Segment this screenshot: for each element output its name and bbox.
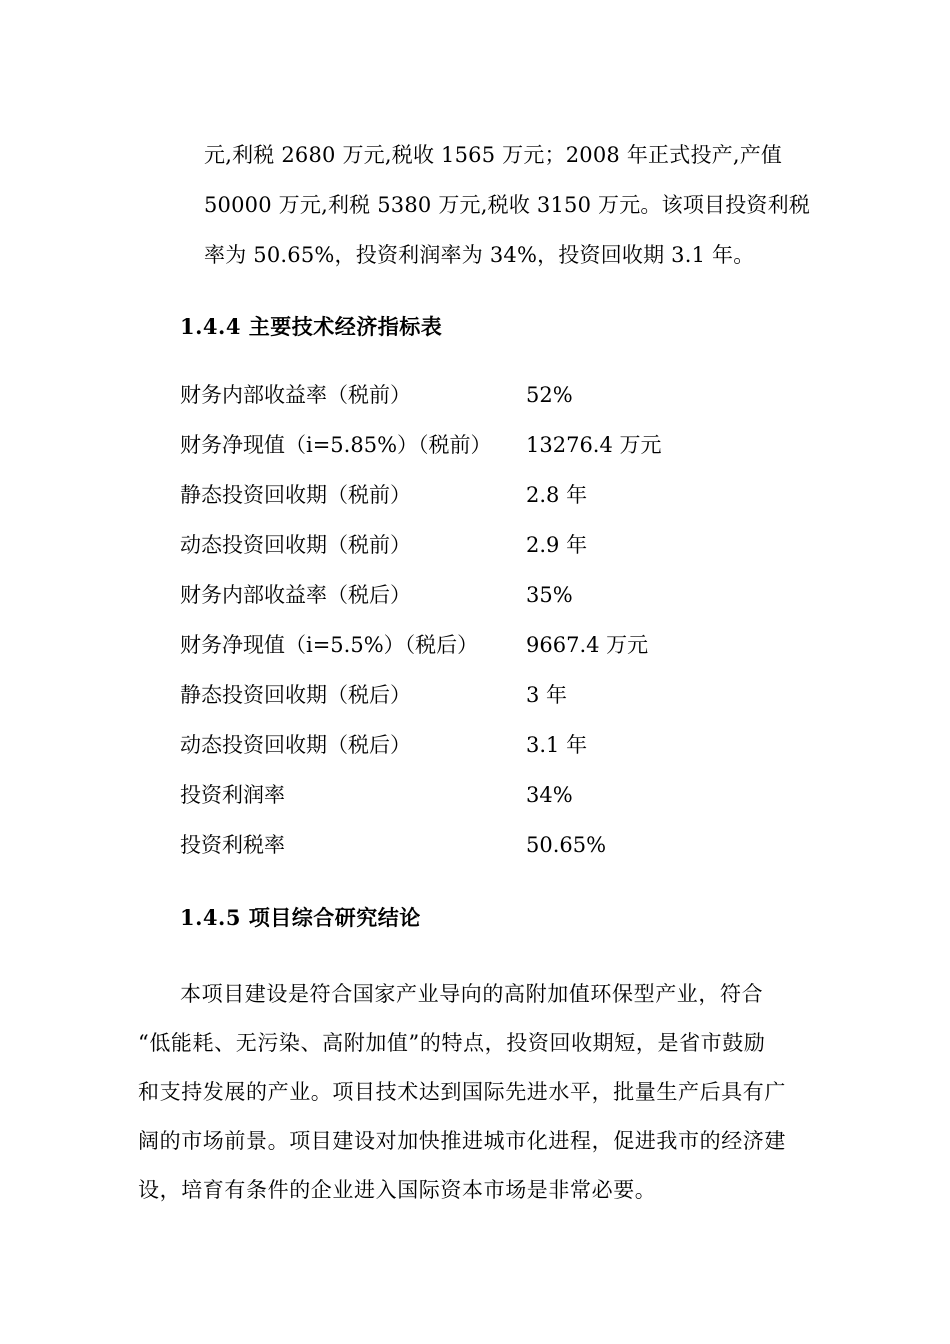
indicator-value: 3 年 [526,683,568,707]
indicator-label: 静态投资回收期（税后） [180,683,411,707]
conclusion-paragraph [138,970,818,1215]
indicator-row [180,382,840,432]
indicator-value: 52% [526,383,573,407]
conclusion-line: “低能耗、无污染、高附加值”的特点，投资回收期短，是省市鼓励 [138,1031,766,1055]
section-heading-1-4-4: 1.4.4 主要技术经济指标表 [180,314,443,339]
conclusion-line: 设，培育有条件的企业进入国际资本市场是非常必要。 [138,1178,657,1202]
conclusion-line: 和支持发展的产业。项目技术达到国际先进水平，批量生产后具有广 [138,1080,786,1104]
indicator-row [180,632,840,682]
indicator-label: 财务净现值（i=5.85%）（税前） [180,433,492,457]
indicator-label: 财务内部收益率（税后） [180,583,411,607]
indicator-row [180,582,840,632]
indicator-row [180,432,840,482]
conclusion-line: 阔的市场前景。项目建设对加快推进城市化进程，促进我市的经济建 [138,1129,786,1153]
indicator-value: 34% [526,783,573,807]
indicator-label: 静态投资回收期（税前） [180,483,411,507]
indicator-label: 动态投资回收期（税后） [180,733,411,757]
indicator-row [180,682,840,732]
indicator-label: 投资利润率 [180,783,285,807]
indicator-value: 3.1 年 [526,733,588,757]
indicator-value: 13276.4 万元 [526,433,662,457]
indicator-value: 35% [526,583,573,607]
indicator-row [180,532,840,582]
intro-line: 50000 万元,利税 5380 万元,税收 3150 万元。该项目投资利税 [204,193,811,217]
economic-indicators-table [180,382,840,882]
intro-line: 元,利税 2680 万元,税收 1565 万元；2008 年正式投产,产值 [204,143,783,167]
indicator-label: 财务内部收益率（税前） [180,383,411,407]
indicator-label: 动态投资回收期（税前） [180,533,411,557]
section-heading-1-4-5: 1.4.5 项目综合研究结论 [180,905,421,930]
intro-paragraph [204,130,844,280]
conclusion-line: 本项目建设是符合国家产业导向的高附加值环保型产业，符合 [180,982,764,1006]
indicator-row [180,832,840,882]
indicator-row [180,732,840,782]
indicator-row [180,482,840,532]
indicator-value: 9667.4 万元 [526,633,649,657]
intro-line: 率为 50.65%，投资利润率为 34%，投资回收期 3.1 年。 [204,243,755,267]
indicator-value: 2.9 年 [526,533,588,557]
indicator-label: 财务净现值（i=5.5%）（税后） [180,633,479,657]
indicator-value: 50.65% [526,833,607,857]
indicator-label: 投资利税率 [180,833,285,857]
indicator-value: 2.8 年 [526,483,588,507]
indicator-row [180,782,840,832]
